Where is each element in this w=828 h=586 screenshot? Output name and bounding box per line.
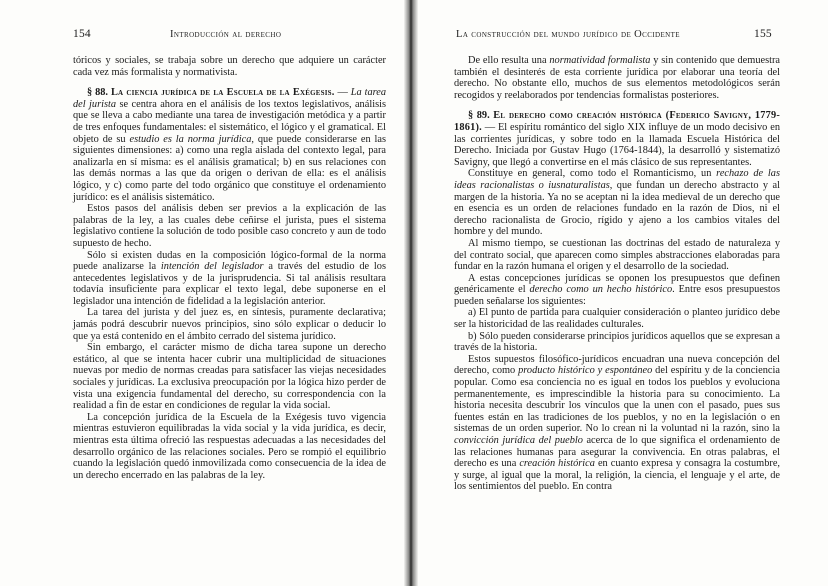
section-title: La ciencia jurídica de la Escuela de la Exégesis. <box>110 87 335 99</box>
paragraph <box>454 55 780 101</box>
paragraph <box>454 273 780 308</box>
left-page <box>0 0 404 586</box>
text-run: Estos supuestos filosófico-jurídicos encuadran una nueva concepción del derecho, como <box>454 353 780 377</box>
section-number: § 88. <box>87 87 109 99</box>
paragraph <box>73 250 386 308</box>
text-run: se centra ahora en el análisis de los textos legislativos, análisis que se lleva a cabo mediante una tarea de investigación metódica y a partir de tres enfoques fundamentales: el sistemático, el lógico y el gramatical. El objeto de su <box>73 98 386 145</box>
right-page-number: 155 <box>754 28 772 40</box>
left-body-text <box>73 55 386 481</box>
right-body-text <box>454 55 780 493</box>
text-run: a través del estudio de los antecedentes legislativos y de la jurisprudencia. Si tal análisis resultara todavía insuficiente para explicar el texto legal, debe suponerse en el legislador una intención de fidelidad a la legislación anterior. <box>73 261 386 307</box>
italic-run: rechazo de las ideas racionalistas o iusnaturalistas <box>454 168 780 191</box>
text-run: en cuanto expresa y consagra la costumbre, y surge, al igual que la moral, la religión, la ciencia, el lenguaje y el arte, de los sentimientos del pueblo. En contra <box>454 458 781 493</box>
paragraph: La tarea del jurista y del juez es, en síntesis, puramente declarativa; jamás podrá descubrir nuevos principios, sino sólo explicar o deducir lo que ya está contenido en el ámbito cerrado del sistema jurídico. <box>73 307 386 342</box>
text-run: — <box>334 87 351 99</box>
section-title: El derecho como creación histórica (Federico Savigny, 1779-1861). <box>454 110 780 133</box>
italic-run: normatividad formalista <box>549 55 651 66</box>
text-run: — El espíritu romántico del siglo XIX influye de un modo decisivo en las corrientes jurídicas, y sobre todo en la llamada Escuela Histórica del Derecho. Iniciada por Gustav Hugo (1764-1844), la desarrolló y sistematizó Savigny, que llegó a convertirse en el más clásico de sus representantes. <box>454 121 780 168</box>
text-run: acerca de lo que significa el ordenamiento de las relaciones humanas para asegurar la convivencia. En otras palabras, el derecho es una <box>454 435 780 470</box>
text-run: del espíritu y de la conciencia popular. Como esa conciencia no es igual en todos los pueblos y evoluciona permanentemente, es imprescindible la historia para su conocimiento. La historia necesita descubrir los vínculos que la unen con el pasado, pues sus fuentes están en las tradiciones de los pueblos, y no en la legislación o en sistemas de un orden superior. No lo crean ni la voluntad ni la razón, sino la <box>454 365 780 435</box>
text-run: . Entre esos presupuestos pueden señalarse los siguientes: <box>454 284 781 307</box>
left-running-head: Introducción al derecho <box>170 29 282 40</box>
list-item: b) Sólo pueden considerarse principios jurídicos aquellos que se expresan a través de la historia. <box>454 330 780 354</box>
section-89 <box>454 110 780 168</box>
text-run: , que puede considerarse en las siguientes dimensiones: a) como una regla aislada del contexto legal, para analizarla en sí misma: es el análisis gramatical; b) en sus relaciones con las demás normas a las que da origen o derivan de ella: es el análisis lógico, y c) como parte del todo orgánico que constituye el ordenamiento jurídico: es el análisis sistemático. <box>73 133 386 203</box>
book-gutter <box>404 0 418 586</box>
italic-run: creación histórica <box>519 458 595 470</box>
text-run: Sólo si existen dudas en la composición lógico-formal de la norma puede analizarse la <box>73 249 386 273</box>
text-run: De ello resulta una <box>468 55 550 66</box>
text-run: Constituye en general, como todo el Romanticismo, un <box>468 168 717 180</box>
paragraph <box>454 168 780 238</box>
italic-run: La tarea del jurista <box>73 87 387 110</box>
paragraph: Sin embargo, el carácter mismo de dicha tarea supone un derecho estático, al que se intenta hacer cubrir una multiplicidad de situaciones nuevas por medio de normas creadas para satisfacer las viejas necesidades sociales y jurídicas. La exclusiva preocupación por la lógica hizo perder de vista una exigencia fundamental del derecho, su correspondencia con la realidad a fin de estar en condiciones de regular la vida social. <box>73 342 386 412</box>
paragraph: Al mismo tiempo, se cuestionan las doctrinas del estado de naturaleza y del contrato social, que aparecen como simples abstracciones elaboradas para fundar en la razón humana el origen y el desarrollo de la sociedad. <box>454 237 780 273</box>
paragraph <box>454 354 780 493</box>
italic-run: derecho como un hecho histórico <box>529 284 673 296</box>
italic-run: estudio es la norma jurídica <box>129 133 252 145</box>
italic-run: intención del legislador <box>160 261 264 273</box>
italic-run: producto histórico y espontáneo <box>518 365 653 377</box>
section-number: § 89. <box>468 110 490 122</box>
italic-run: convicción jurídica del pueblo <box>454 435 583 446</box>
right-running-head: La construcción del mundo jurídico de Occidente <box>456 29 680 40</box>
list-item: a) El punto de partida para cualquier consideración o planteo jurídico debe ser la historicidad de las realidades culturales. <box>454 307 780 331</box>
paragraph: La concepción jurídica de la Escuela de la Exégesis tuvo vigencia mientras estuvieron equilibradas la vida social y la vida jurídica, es decir, mientras esta última ofreció las respuestas adecuadas a las necesidades del desarrollo orgánico de las relaciones sociales. Pero se rompió el equilibrio cuando la legislación quedó inmovilizada como consecuencia de la idea de un derecho encerrado en las palabras de la ley. <box>73 411 386 481</box>
section-88 <box>73 87 386 203</box>
left-page-number: 154 <box>73 28 91 40</box>
text-run: A estas concepciones jurídicas se oponen los presupuestos que definen genéricamente el <box>454 272 780 296</box>
text-run: y sin contenido que demuestra también el desinterés de esta corriente jurídica por elaborar una teoría del derecho. No obstante ello, muchos de sus elementos metodológicos serán recogidos y reelaborados por tendencias formalistas posteriores. <box>454 55 781 101</box>
paragraph: tóricos y sociales, se trabaja sobre un derecho que adquiere un carácter cada vez más formalista y normativista. <box>73 55 386 78</box>
paragraph: Estos pasos del análisis deben ser previos a la explicación de las palabras de la ley, a las cuales debe ceñirse el jurista, pues el sistema legislativo contiene la solución de todo posible caso concreto y aun de todo supuesto de hecho. <box>73 203 386 249</box>
text-run: , que fundan un derecho abstracto y al margen de la historia. Ya no se aceptan ni la idea medieval de un derecho que en esencia es un orden de relaciones fundado en la razón de Dios, ni el derecho racionalista de Grocio, rígido y ajeno a los cambios vitales del hombre y del mundo. <box>454 179 780 238</box>
right-page <box>418 0 828 586</box>
